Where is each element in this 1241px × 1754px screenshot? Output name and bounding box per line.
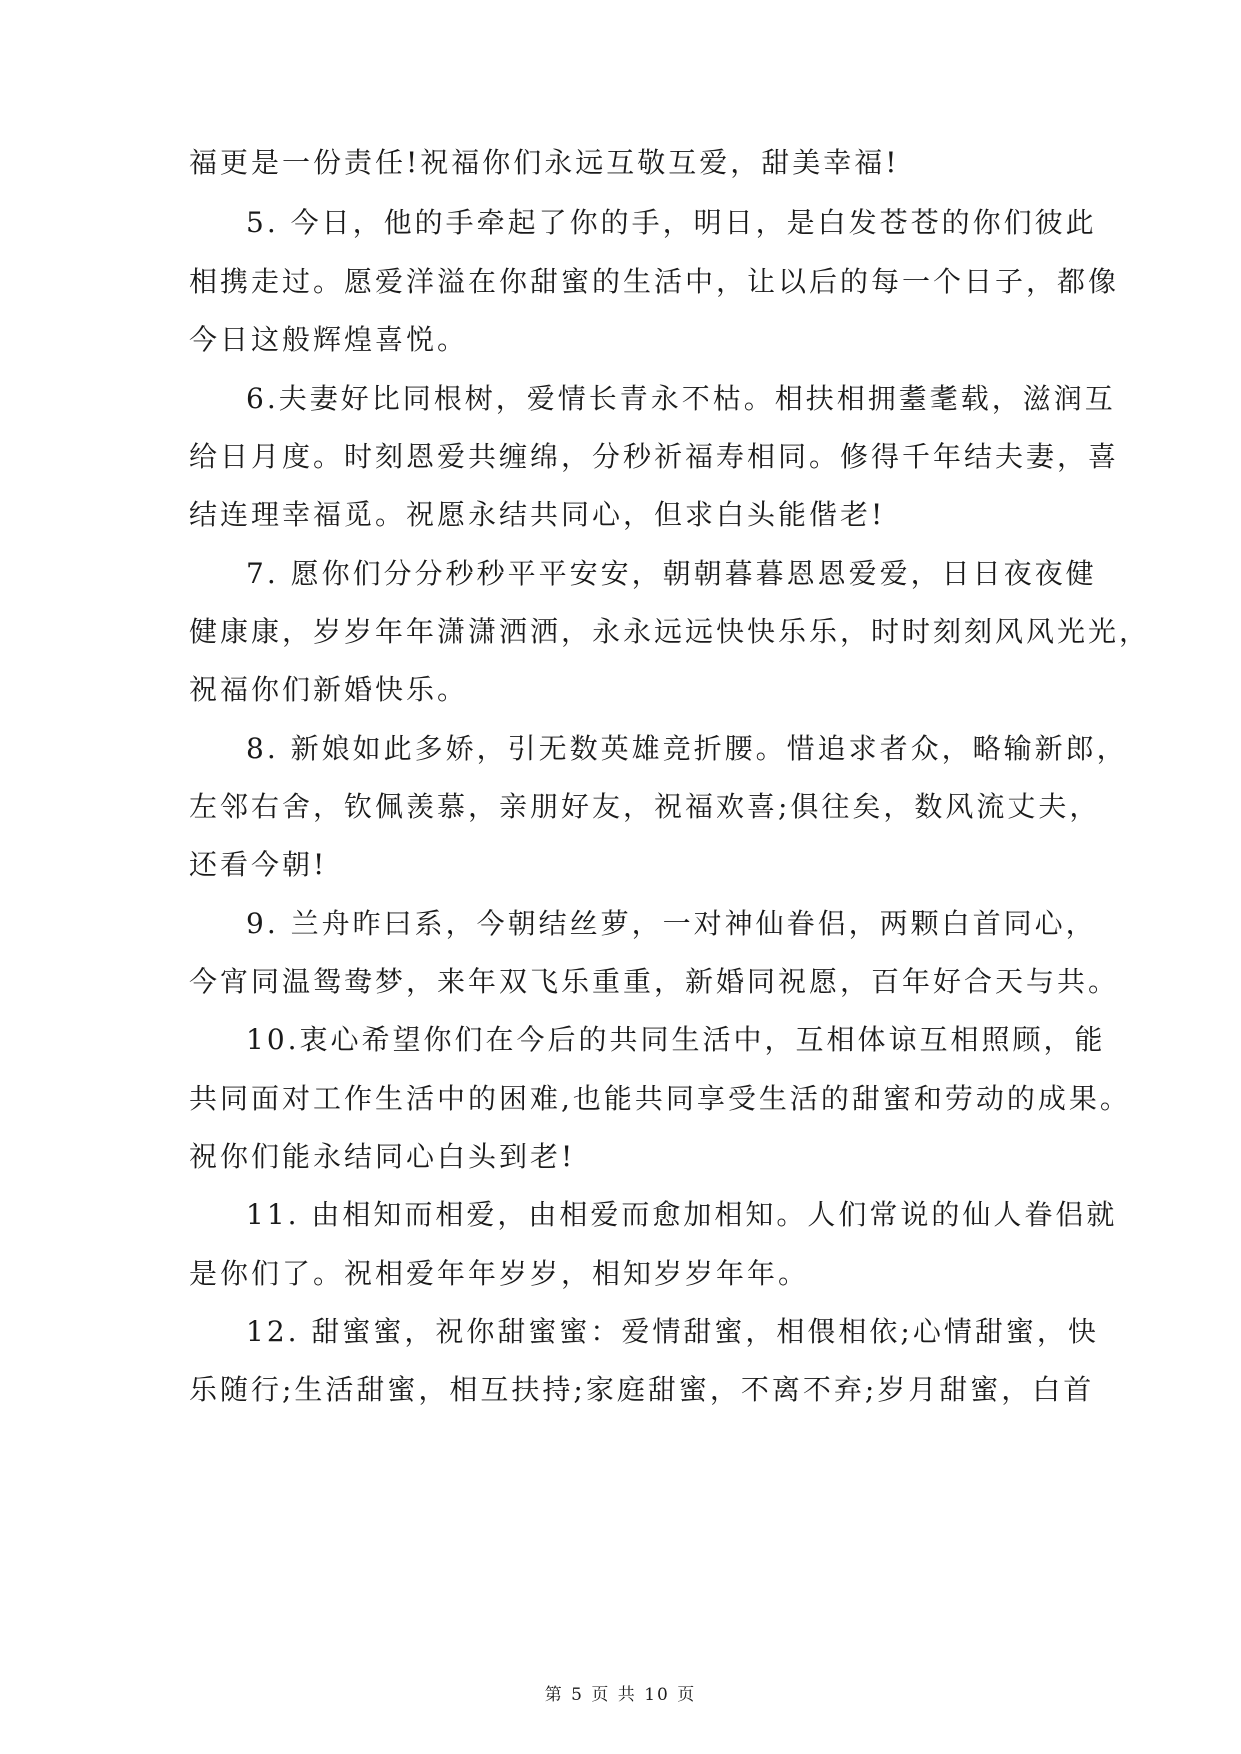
text-line: 健康康，岁岁年年潇潇洒洒，永永远远快快乐乐，时时刻刻风风光光， <box>189 615 1151 648</box>
text-line: 共同面对工作生活中的困难,也能共同享受生活的甜蜜和劳动的成果。 <box>189 1082 1131 1115</box>
text-line: 结连理幸福觅。祝愿永结共同心，但求白头能偕老! <box>189 498 886 531</box>
text-line: 8. 新娘如此多娇，引无数英雄竞折腰。惜追求者众，略输新郎， <box>246 732 1128 765</box>
text-line: 11. 由相知而相爱，由相爱而愈加相知。人们常说的仙人眷侣就 <box>246 1198 1118 1231</box>
text-line: 左邻右舍，钦佩羡慕，亲朋好友，祝福欢喜;俱往矣，数风流丈夫， <box>189 790 1101 823</box>
text-line: 福更是一份责任!祝福你们永远互敬互爱，甜美幸福! <box>189 146 900 179</box>
text-line: 今宵同温鸳鸯梦，来年双飞乐重重，新婚同祝愿，百年好合天与共。 <box>189 965 1120 998</box>
text-line: 10.衷心希望你们在今后的共同生活中，互相体谅互相照顾，能 <box>246 1023 1106 1056</box>
text-line: 今日这般辉煌喜悦。 <box>189 323 469 356</box>
text-line: 12. 甜蜜蜜，祝你甜蜜蜜：爱情甜蜜，相偎相依;心情甜蜜，快 <box>246 1315 1099 1348</box>
text-line: 祝福你们新婚快乐。 <box>189 673 469 706</box>
page-number-footer: 第 5 页 共 10 页 <box>544 1685 697 1705</box>
text-line: 6.夫妻好比同根树，爱情长青永不枯。相扶相拥耋耄载，滋润互 <box>246 382 1116 415</box>
text-line: 祝你们能永结同心白头到老! <box>189 1140 576 1173</box>
text-line: 是你们了。祝相爱年年岁岁，相知岁岁年年。 <box>189 1257 810 1290</box>
text-line: 相携走过。愿爱洋溢在你甜蜜的生活中，让以后的每一个日子，都像 <box>189 265 1120 298</box>
text-line: 还看今朝! <box>189 848 328 881</box>
text-line: 9. 兰舟昨曰系，今朝结丝萝，一对神仙眷侣，两颗白首同心， <box>246 907 1097 940</box>
text-line: 给日月度。时刻恩爱共缠绵，分秒祈福寿相同。修得千年结夫妻，喜 <box>189 440 1120 473</box>
text-line: 5. 今日，他的手牵起了你的手，明日，是白发苍苍的你们彼此 <box>246 206 1097 239</box>
text-line: 乐随行;生活甜蜜，相互扶持;家庭甜蜜，不离不弃;岁月甜蜜，白首 <box>189 1373 1095 1406</box>
text-line: 7. 愿你们分分秒秒平平安安，朝朝暮暮恩恩爱爱，日日夜夜健 <box>246 557 1097 590</box>
